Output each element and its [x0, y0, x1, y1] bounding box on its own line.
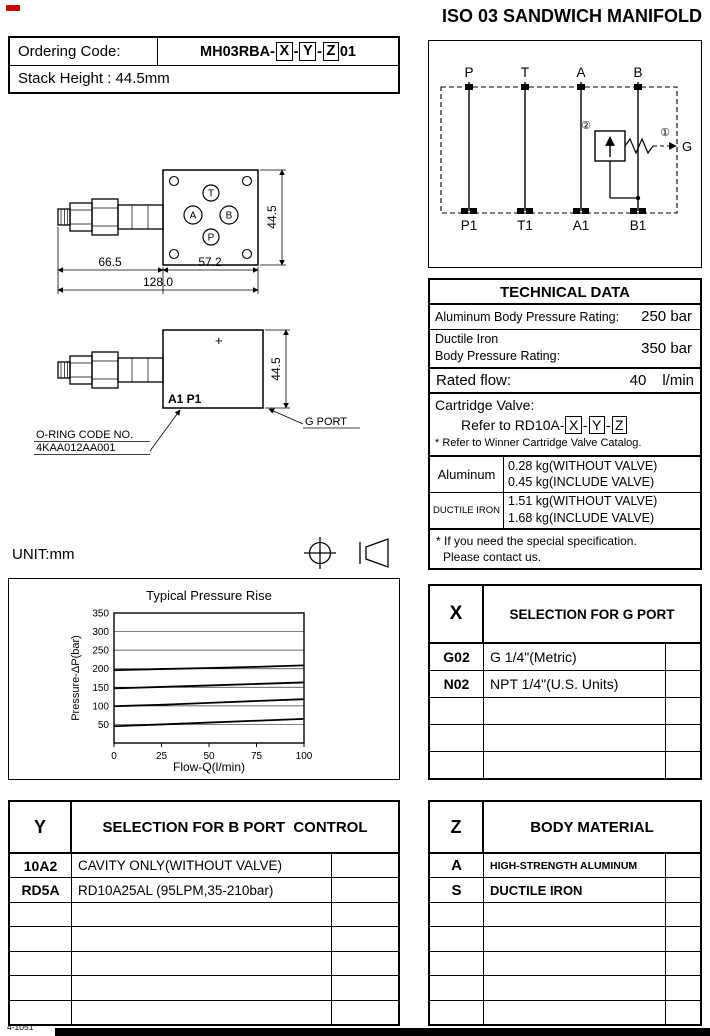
- cartridge-valve-label: Cartridge Valve:: [435, 397, 535, 414]
- row-desc: DUCTILE IRON: [484, 878, 666, 901]
- technical-data-panel: [428, 278, 702, 570]
- code-suffix: 01: [339, 43, 356, 60]
- row-desc: G 1/4"(Metric): [484, 644, 666, 670]
- ordering-code-box: [8, 36, 400, 94]
- row-extra: [666, 644, 700, 670]
- chart-ylabel: Pressure-ΔP(bar): [70, 635, 82, 721]
- y-tick-label: 100: [92, 701, 109, 713]
- weight-material: Aluminum: [430, 457, 504, 492]
- code-y-box: Y: [299, 42, 316, 61]
- cartridge-refer-line: [435, 416, 695, 435]
- pressure-rise-chart: [8, 578, 400, 780]
- table-row-empty: [430, 697, 700, 724]
- face-port-a: A: [189, 210, 197, 222]
- face-port-letters: [190, 189, 233, 244]
- table-row: [10, 877, 398, 901]
- weight-material: DUCTILE IRON: [430, 493, 504, 528]
- table-row-empty: [10, 975, 398, 999]
- table-row: [10, 854, 398, 877]
- table-row-empty: [430, 975, 700, 999]
- table-row-empty: [430, 1000, 700, 1024]
- schematic-bottom-labels: [461, 218, 647, 233]
- footer-page-code: 4-1051: [7, 1022, 34, 1032]
- special-spec-note: [430, 530, 700, 568]
- row-extra: [332, 878, 398, 901]
- projection-symbol-icon: [300, 534, 400, 572]
- page-title: ISO 03 SANDWICH MANIFOLD: [441, 6, 702, 26]
- logo-mark: [6, 5, 20, 11]
- dim-width-right: 57.2: [198, 255, 222, 269]
- table-row-empty: [10, 926, 398, 950]
- table-row: [430, 877, 700, 901]
- plot-frame: [114, 613, 304, 743]
- weight-table: [430, 457, 700, 530]
- dim-height: 44.5: [265, 205, 279, 229]
- code-sep2: -: [317, 43, 322, 60]
- ductile-label-line1: Ductile Iron: [435, 332, 499, 347]
- selection-table-x: [428, 584, 702, 780]
- ductile-rating-value: 350 bar: [641, 339, 692, 357]
- table-row-empty: [430, 951, 700, 975]
- chart-title: Typical Pressure Rise: [146, 588, 272, 603]
- x-tick-label: 25: [155, 751, 168, 762]
- oring-code-label: O-RING CODE NO.: [36, 429, 134, 441]
- cartridge-refer-prefix: Refer to RD10A-: [461, 416, 565, 433]
- row-desc: HIGH-STRENGTH ALUMINUM: [484, 854, 666, 877]
- y-tick-label: 300: [92, 627, 109, 639]
- plus-mark: +: [215, 333, 223, 348]
- ductile-label-line2: Body Pressure Rating:: [435, 349, 561, 364]
- face-port-b: B: [225, 210, 233, 222]
- cartridge-sep2: -: [605, 416, 611, 433]
- aluminum-rating-row: [430, 305, 700, 330]
- dim-height-2: 44.5: [269, 357, 283, 381]
- selection-y-header: [10, 802, 398, 854]
- x-tick-label: 50: [203, 751, 215, 762]
- port-label-B: B: [633, 65, 643, 80]
- cartridge-valve-section: [430, 394, 700, 457]
- dim-width-total: 128.0: [142, 275, 174, 289]
- selection-x-title: SELECTION FOR G PORT: [509, 606, 675, 622]
- row-code: N02: [430, 671, 484, 697]
- valve-side-view: [58, 199, 163, 235]
- cartridge-y-box: Y: [589, 416, 605, 434]
- table-row: [430, 644, 700, 670]
- row-code: S: [430, 878, 484, 901]
- y-tick-label: 350: [92, 608, 109, 620]
- aluminum-rating-value: 250 bar: [641, 308, 692, 326]
- face-port-t: T: [207, 188, 215, 200]
- row-code: RD5A: [10, 878, 72, 901]
- table-row-empty: [10, 951, 398, 975]
- stack-height-label: Stack Height : 44.5mm: [18, 69, 170, 87]
- dimension-drawing-front: [8, 120, 408, 315]
- rated-flow-row: [430, 369, 700, 395]
- oring-code-value: 4KAA012AA001: [36, 442, 116, 454]
- row-extra: [332, 854, 398, 877]
- port-label-A1: A1: [572, 218, 590, 233]
- ordering-code-row: [10, 38, 398, 66]
- chart-xlabel: Flow-Q(l/min): [173, 760, 245, 774]
- g-port-arrow-label: G: [682, 139, 693, 154]
- selection-y-title: SELECTION FOR B PORT CONTROL: [102, 818, 368, 836]
- table-row-empty: [430, 926, 700, 950]
- row-extra: [666, 671, 700, 697]
- circled-2-marker: ②: [581, 120, 591, 132]
- y-tick-label: 250: [92, 645, 109, 657]
- technical-data-title: TECHNICAL DATA: [430, 280, 700, 305]
- valve-side-view-2: [58, 352, 163, 388]
- row-desc: RD10A25AL (95LPM,35-210bar): [72, 878, 332, 901]
- dimension-texts: [98, 205, 279, 289]
- a1-p1-label: A1 P1: [168, 392, 202, 406]
- weight-value: 1.68 kg(INCLUDE VALVE): [508, 511, 655, 526]
- code-z-box: Z: [323, 42, 339, 61]
- ductile-rating-row: [430, 330, 700, 369]
- row-code: 10A2: [10, 854, 72, 877]
- table-row-empty: [430, 902, 700, 926]
- y-tick-label: 200: [92, 664, 109, 676]
- hydraulic-schematic: [428, 40, 702, 268]
- chart-series-line: [114, 665, 304, 670]
- x-tick-label: 75: [250, 751, 263, 762]
- selection-z-header: [430, 802, 700, 854]
- chart-series-line: [114, 719, 304, 726]
- table-row-empty: [10, 902, 398, 926]
- circled-1-marker: ①: [660, 127, 670, 139]
- y-tick-label: 150: [92, 682, 109, 694]
- table-row: [430, 854, 700, 877]
- schematic-top-labels: [464, 65, 642, 80]
- x-tick-label: 0: [111, 751, 117, 762]
- port-label-T: T: [520, 65, 530, 80]
- table-row-empty: [10, 1000, 398, 1024]
- face-port-p: P: [207, 232, 215, 244]
- weight-row-aluminum: [430, 457, 700, 493]
- note-line2: Please contact us.: [443, 549, 542, 564]
- manifold-face-view: [163, 170, 258, 265]
- manifold-boundary: [441, 87, 677, 213]
- code-x-box: X: [276, 42, 293, 61]
- table-row-empty: [430, 724, 700, 751]
- row-extra: [666, 878, 700, 901]
- table-row-empty: [430, 751, 700, 778]
- port-label-P1: P1: [460, 218, 478, 233]
- selection-y-code: Y: [10, 802, 72, 852]
- rated-flow-value: 40: [629, 371, 647, 389]
- cartridge-z-box: Z: [612, 416, 628, 434]
- dim-width-left: 66.5: [98, 255, 122, 269]
- row-desc: CAVITY ONLY(WITHOUT VALVE): [72, 854, 332, 877]
- dimension-drawing-side: [8, 318, 408, 483]
- rated-flow-label: Rated flow:: [436, 371, 512, 389]
- row-desc: NPT 1/4"(U.S. Units): [484, 671, 666, 697]
- code-prefix: MH03RBA-: [200, 43, 275, 60]
- selection-x-code: X: [430, 586, 484, 642]
- row-code: G02: [430, 644, 484, 670]
- footer-bar: [55, 1028, 710, 1036]
- weight-row-ductile: [430, 493, 700, 528]
- selection-table-z: [428, 800, 702, 1026]
- code-sep1: -: [293, 43, 299, 60]
- ordering-code-label: Ordering Code:: [10, 38, 158, 65]
- selection-z-title: BODY MATERIAL: [530, 818, 654, 836]
- port-label-T1: T1: [517, 218, 533, 233]
- port-label-P: P: [464, 65, 474, 80]
- selection-x-header: [430, 586, 700, 644]
- cartridge-sep1: -: [582, 416, 588, 433]
- aluminum-rating-label: Aluminum Body Pressure Rating:: [435, 309, 620, 324]
- note-line1: * If you need the special specification.: [436, 533, 637, 548]
- table-row: [430, 670, 700, 697]
- y-tick-label: 50: [97, 719, 109, 731]
- rated-flow-unit: l/min: [662, 371, 694, 389]
- x-tick-label: 100: [295, 751, 313, 762]
- relief-valve-symbol: [595, 131, 676, 200]
- weight-value: 0.45 kg(INCLUDE VALVE): [508, 475, 655, 490]
- port-label-A: A: [576, 65, 586, 80]
- ordering-code-value: [158, 38, 398, 65]
- schematic-svg: [429, 41, 700, 266]
- weight-value: 0.28 kg(WITHOUT VALVE): [508, 458, 658, 473]
- port-label-B1: B1: [629, 218, 647, 233]
- selection-z-code: Z: [430, 802, 484, 852]
- g-port-label: G PORT: [305, 416, 347, 428]
- weight-value: 1.51 kg(WITHOUT VALVE): [508, 494, 658, 509]
- pressure-chart-svg: [9, 579, 398, 778]
- cartridge-x-box: X: [565, 416, 581, 434]
- chart-series-line: [114, 699, 304, 706]
- selection-table-y: [8, 800, 400, 1026]
- row-extra: [666, 854, 700, 877]
- unit-label: UNIT:mm: [12, 546, 75, 563]
- cartridge-note: * Refer to Winner Cartridge Valve Catalog.: [435, 437, 642, 450]
- row-code: A: [430, 854, 484, 877]
